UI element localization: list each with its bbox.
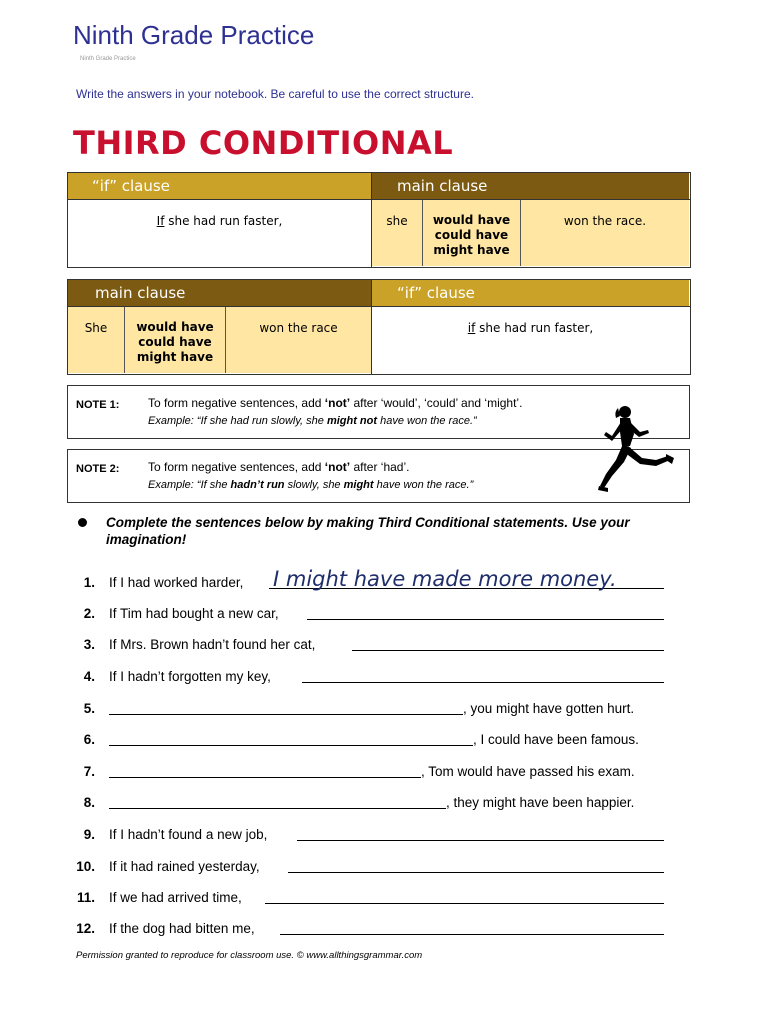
question-number: 8. (83, 795, 95, 810)
question-text: If I hadn’t forgotten my key, (109, 669, 271, 684)
table2-if-word: if (467, 321, 476, 335)
table2-subject: She (84, 321, 108, 335)
note-2-ex-c: have won the race.” (373, 479, 474, 491)
table1-modal-might: might have (433, 243, 510, 257)
question-text: If the dog had bitten me, (109, 921, 255, 936)
note-2-ex-b: slowly, she (284, 479, 344, 491)
note-2-label: NOTE 2: (76, 463, 120, 475)
answer-line[interactable] (297, 827, 664, 841)
note-2-ex-bold: hadn’t run (230, 479, 285, 491)
table1-result: won the race. (563, 214, 647, 228)
answer-line[interactable] (280, 921, 664, 935)
question-8 (0, 795, 768, 817)
note-1-text-bold: ‘not’ (324, 396, 351, 410)
table2-if-rest: she had run faster, (475, 321, 594, 335)
table2-header-left: main clause (68, 280, 371, 306)
note-2-ex-a: Example: “If she (148, 479, 231, 491)
bullet-icon (78, 518, 87, 527)
question-3 (0, 637, 768, 659)
note-1-ex-a: Example: “If she had run slowly, she (148, 415, 327, 427)
question-text: , they might have been happier. (446, 795, 635, 810)
table1-subject: she (386, 214, 408, 228)
question-text: , you might have gotten hurt. (463, 701, 635, 716)
answer-line[interactable] (109, 795, 446, 809)
note-2-text-bold: ‘not’ (324, 460, 351, 474)
task-instruction: Complete the sentences below by making Third Conditional statements. Use your imagination! (106, 515, 630, 547)
question-11 (0, 890, 768, 912)
note-1-example (148, 415, 477, 427)
table1-if-rest: she had run faster, (164, 214, 283, 228)
note-1-ex-b: have won the race.” (377, 415, 477, 427)
table1-if-cell (68, 200, 371, 266)
instruction-text: Write the answers in your notebook. Be careful to use the correct structure. (76, 87, 474, 101)
note-1-text-b: after ‘would’, ‘could’ and ‘might’. (350, 396, 523, 410)
question-text: If we had arrived time, (109, 890, 242, 905)
question-number: 11. (76, 890, 95, 905)
question-4 (0, 669, 768, 691)
note-1-text-a: To form negative sentences, add (148, 396, 325, 410)
question-text: If I hadn’t found a new job, (109, 827, 268, 842)
question-text: , Tom would have passed his exam. (421, 764, 635, 779)
page-title: Ninth Grade Practice (73, 20, 315, 50)
question-number: 7. (83, 764, 95, 779)
table1-modal-cell (423, 200, 521, 266)
page-subtitle: Ninth Grade Practice (80, 56, 136, 62)
question-number: 6. (83, 732, 95, 747)
answer-line[interactable] (109, 732, 473, 746)
note-2-example (148, 479, 473, 491)
table1-modal-could: could have (434, 228, 509, 242)
question-number: 5. (83, 701, 95, 716)
answer-line[interactable] (307, 606, 664, 620)
answer-line[interactable] (288, 859, 664, 873)
question-2 (0, 606, 768, 628)
table2-result: won the race (259, 321, 338, 335)
answer-line[interactable] (265, 890, 664, 904)
question-7 (0, 764, 768, 786)
runner-icon (596, 402, 676, 494)
question-number: 2. (83, 606, 95, 621)
note-1-text (148, 396, 522, 410)
question-1 (0, 567, 768, 597)
question-text: If Tim had bought a new car, (109, 606, 279, 621)
table2-if-cell (372, 307, 689, 373)
note-1-ex-bold: might not (326, 415, 378, 427)
note-2-ex-bold2: might (343, 479, 374, 491)
table1-if-word: If (156, 214, 165, 228)
table2-modal-would: would have (136, 320, 214, 334)
answer-line[interactable] (352, 637, 664, 651)
note-2-text-a: To form negative sentences, add (148, 460, 325, 474)
question-text: If it had rained yesterday, (109, 859, 260, 874)
handwritten-answer: I might have made more money. (273, 567, 617, 591)
question-number: 3. (83, 637, 95, 652)
answer-line[interactable] (109, 764, 421, 778)
question-number: 4. (83, 669, 95, 684)
table1-modal-would: would have (432, 213, 511, 227)
question-number: 12. (76, 921, 95, 936)
table2-result-cell (226, 307, 371, 373)
table1-header-right: main clause (371, 173, 689, 199)
note-2-text-b: after ‘had’. (350, 460, 410, 474)
conditional-table-2 (67, 279, 691, 375)
question-text: If I had worked harder, (109, 575, 244, 590)
question-text: , I could have been famous. (473, 732, 639, 747)
question-5 (0, 701, 768, 723)
table2-modal-might: might have (136, 350, 214, 364)
table1-header-left: “if” clause (68, 173, 371, 199)
answer-line[interactable] (109, 701, 463, 715)
question-text: If Mrs. Brown hadn’t found her cat, (109, 637, 316, 652)
table1-result-cell (521, 200, 689, 266)
note-2-text (148, 460, 409, 474)
footer-permission: Permission granted to reproduce for classroom use. © www.allthingsgrammar.com (76, 950, 423, 961)
question-6 (0, 732, 768, 754)
question-number: 10. (76, 859, 95, 874)
table2-subject-cell (68, 307, 125, 373)
main-title: THIRD CONDITIONAL (73, 124, 454, 162)
table1-subject-cell (372, 200, 423, 266)
question-9 (0, 827, 768, 849)
conditional-table-1 (67, 172, 691, 268)
table2-modal-cell (125, 307, 226, 373)
question-number: 9. (83, 827, 95, 842)
question-10 (0, 859, 768, 881)
table2-modal-could: could have (138, 335, 212, 349)
table2-header-right: “if” clause (371, 280, 689, 306)
question-number: 1. (83, 575, 95, 590)
answer-line[interactable] (302, 669, 664, 683)
note-1-label: NOTE 1: (76, 399, 120, 411)
question-12 (0, 921, 768, 943)
